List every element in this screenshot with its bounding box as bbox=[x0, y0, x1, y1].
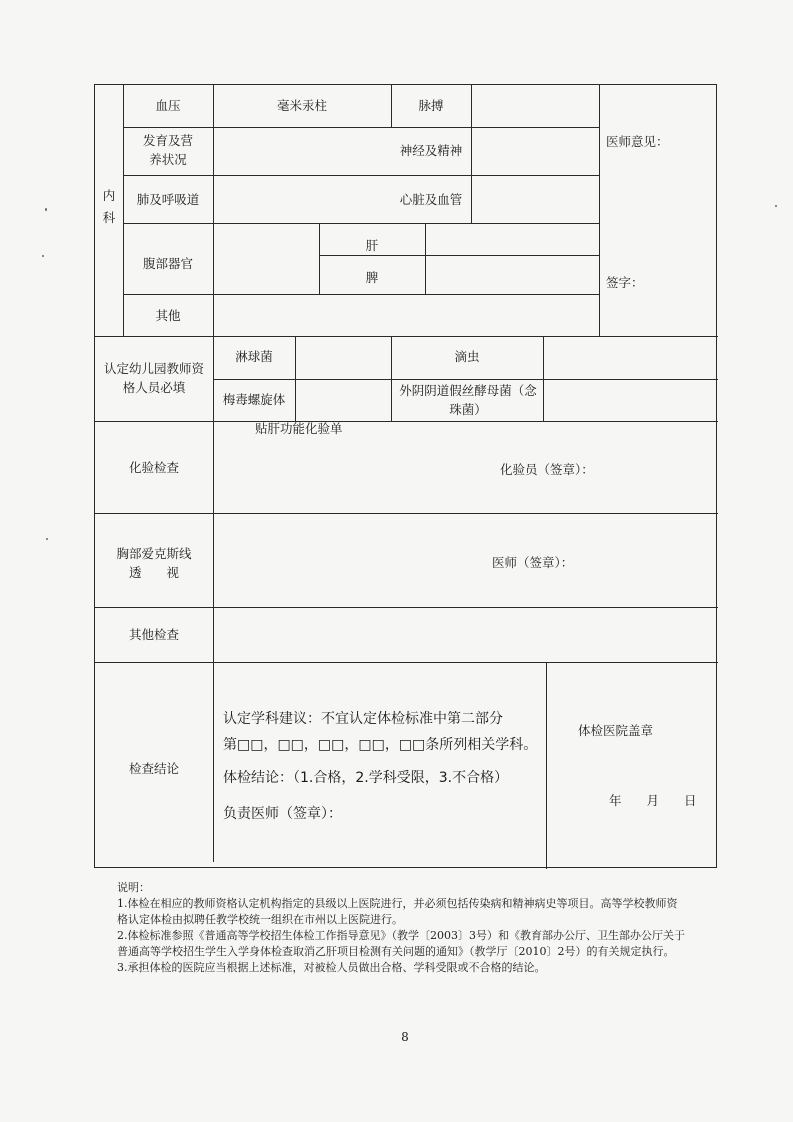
xray-doctor-signature: 医师（签章）： bbox=[492, 555, 574, 570]
table-rule bbox=[123, 127, 599, 128]
table-rule bbox=[95, 513, 718, 514]
table-rule bbox=[95, 607, 718, 608]
pulse-label: 脉搏 bbox=[418, 98, 444, 113]
article-checkboxes-text: 第□□，□□，□□，□□，□□条所列相关学科。 bbox=[223, 737, 538, 753]
table-rule bbox=[546, 662, 547, 869]
table-rule bbox=[213, 379, 718, 380]
instructions-notes bbox=[117, 880, 687, 976]
blood-pressure-label: 血压 bbox=[155, 98, 181, 113]
abdominal-organs-label: 腹部器官 bbox=[142, 256, 193, 271]
gonococcus-label: 淋球菌 bbox=[235, 349, 273, 364]
exam-conclusion-options: 体检结论：（1.合格，2.学科受限，3.不合格） bbox=[223, 770, 509, 786]
spleen-label: 脾 bbox=[365, 270, 379, 285]
subject-suggestion-text: 认定学科建议：不宜认定体检标准中第二部分 bbox=[223, 711, 503, 727]
liver-label: 肝 bbox=[365, 238, 379, 253]
notes-title: 说明： bbox=[117, 881, 150, 894]
table-rule bbox=[543, 336, 544, 421]
other-exam-label: 其他检查 bbox=[128, 627, 179, 642]
doctor-opinion-label: 医师意见： bbox=[606, 134, 669, 149]
scan-speck bbox=[42, 255, 44, 257]
note-item-2: 2.体检标准参照《普通高等学校招生体检工作指导意见》（教学〔2003〕3号）和《教育部办公厅、卫生部办公厅关于普通高等学校招生学生入学身体检查取消乙肝项目检测有关问题的通知》（教学厅〔2010〕2号）的有关规定执行。 bbox=[117, 929, 685, 958]
table-rule bbox=[599, 85, 600, 336]
table-rule bbox=[123, 223, 599, 224]
chest-xray-label-line2: 透 视 bbox=[128, 565, 179, 580]
page-number: 8 bbox=[401, 1030, 409, 1044]
candida-label: 外阴阴道假丝酵母菌（念珠菌） bbox=[399, 383, 537, 417]
physical-exam-form bbox=[94, 84, 717, 868]
conclusion-label: 检查结论 bbox=[128, 761, 179, 776]
liver-function-sheet-note: 贴肝功能化验单 bbox=[255, 421, 343, 436]
scan-speck bbox=[45, 208, 47, 211]
table-rule bbox=[95, 421, 718, 422]
hospital-seal-label: 体检医院盖章 bbox=[578, 723, 654, 738]
table-rule bbox=[295, 336, 296, 421]
neuro-mental-label: 神经及精神 bbox=[399, 143, 463, 158]
kindergarten-required-label: 认定幼儿园教师资格人员必填 bbox=[103, 361, 204, 395]
date-label: 年 月 日 bbox=[609, 793, 697, 808]
chest-xray-label: 胸部爱克斯线 bbox=[116, 546, 192, 561]
table-rule bbox=[319, 255, 599, 256]
table-rule bbox=[471, 85, 472, 223]
scan-speck bbox=[46, 538, 48, 540]
table-rule bbox=[425, 223, 426, 294]
responsible-doctor-signature: 负责医师（签章）： bbox=[223, 806, 342, 822]
table-rule bbox=[123, 294, 599, 295]
heart-vessels-label: 心脏及血管 bbox=[399, 192, 463, 207]
table-rule bbox=[95, 662, 718, 663]
table-rule bbox=[95, 336, 718, 337]
trichomonas-label: 滴虫 bbox=[454, 349, 480, 364]
table-rule bbox=[123, 175, 599, 176]
lab-test-label: 化验检查 bbox=[128, 460, 179, 475]
bp-unit-label: 毫米汞柱 bbox=[276, 98, 327, 113]
development-nutrition-label: 发育及营养状况 bbox=[142, 133, 193, 167]
other-internal-label: 其他 bbox=[155, 308, 181, 323]
internal-medicine-section-label: 内 科 bbox=[102, 188, 116, 225]
scan-speck bbox=[775, 205, 777, 207]
syphilis-label: 梅毒螺旋体 bbox=[222, 392, 286, 407]
table-rule bbox=[213, 336, 214, 862]
lab-technician-signature: 化验员（签章）： bbox=[500, 462, 594, 477]
note-item-1: 1.体检在相应的教师资格认定机构指定的县级以上医院进行，并必须包括传染病和精神病史等项目。高等学校教师资格认定体检由拟聘任教学校统一组织在市州以上医院进行。 bbox=[117, 897, 678, 926]
lungs-respiratory-label: 肺及呼吸道 bbox=[136, 192, 200, 207]
table-rule bbox=[213, 85, 214, 336]
note-item-3: 3.承担体检的医院应当根据上述标准，对被检人员做出合格、学科受限或不合格的结论。 bbox=[117, 961, 546, 974]
signature-label: 签字： bbox=[606, 275, 644, 290]
table-rule bbox=[123, 85, 124, 336]
